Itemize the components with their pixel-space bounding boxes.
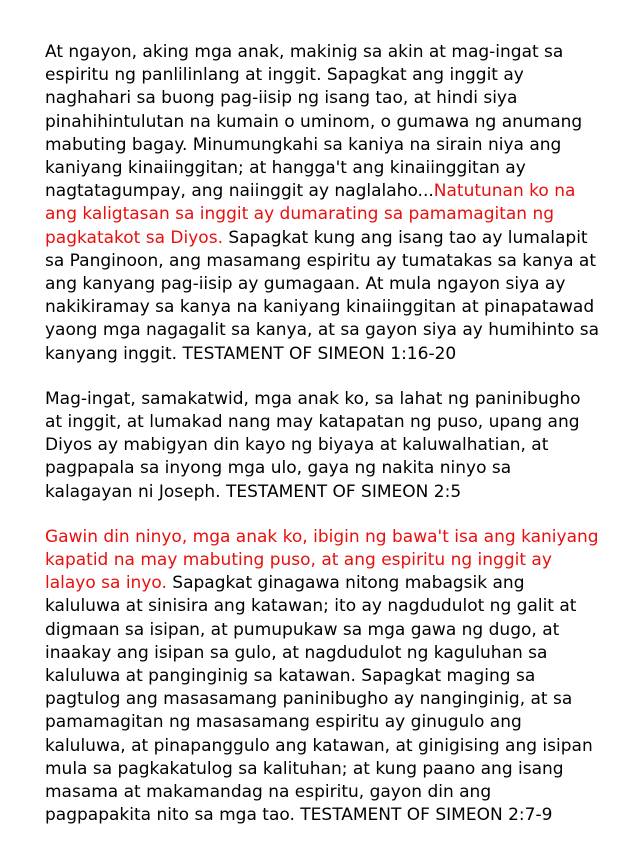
paragraph-1-text-b: Sapagkat kung ang isang tao ay lumalapit sa Panginoon, ang masamang espiritu ay tumatakas sa kanya at ang kanyang pag-iisip ay gumagaan. At mula ngayon siya ay nakikiramay sa kanya na kaniyang kinaiinggitan at pinapatawad yaong mga nagagalit sa kanya, at sa gayon siya ay humihinto sa kanyang inggit. TESTAMENT OF SIMEON 1:16-20 (45, 227, 600, 364)
paragraph-3-highlight: Gawin din ninyo, mga anak ko, ibigin ng bawa't isa ang kaniyang kapatid na may mabuting puso, at ang espiritu ng inggit ay lalayo sa inyo. (45, 526, 599, 594)
paragraph-2-text: Mag-ingat, samakatwid, mga anak ko, sa lahat ng paninibugho at inggit, at lumakad nang may katapatan ng puso, upang ang Diyos ay mabigyan din kayo ng biyaya at kaluwalhatian, at pagpapala sa inyong mga ulo, gaya ng nakita ninyo sa kalagayan ni Joseph. TESTAMENT OF SIMEON 2:5 (45, 388, 581, 502)
paragraph-1 (45, 41, 600, 366)
paragraph-3 (45, 526, 600, 828)
document-page (45, 41, 600, 850)
paragraph-2 (45, 388, 600, 504)
paragraph-3-text: Sapagkat ginagawa nitong mabagsik ang kaluluwa at sinisira ang katawan; ito ay nagdudulot ng galit at digmaan sa isipan, at pumupukaw sa mga gawa ng dugo, at inaakay ang isipan sa gulo, at nagdudulot ng kaguluhan sa kaluluwa at panginginig sa katawan. Sapagkat maging sa pagtulog ang masasamang paninibugho ay nanginginig, at sa pamamagitan ng masasamang espiritu ay ginugulo ang kaluluwa, at pinapanggulo ang katawan, at ginigising ang isipan mula sa pagkakatulog sa kalituhan; at kung paano ang isang masama at makamandag na espiritu, gayon din ang pagpapakita nito sa mga tao. TESTAMENT OF SIMEON 2:7-9 (45, 573, 593, 826)
paragraph-1-text-a: At ngayon, aking mga anak, makinig sa akin at mag-ingat sa espiritu ng panlilinlang at inggit. Sapagkat ang inggit ay naghahari sa buong pag-iisip ng isang tao, at hindi siya pinahihintulutan na kumain o uminom, o gumawa ng anumang mabuting bagay. Minumungkahi sa kaniya na sirain niya ang kaniyang kinaiinggitan; at hangga't ang kinaiinggitan ay nagtatagumpay, ang naiinggit ay naglalaho... (45, 42, 583, 202)
paragraph-1-highlight: Natutunan ko na ang kaligtasan sa inggit ay dumarating sa pamamagitan ng pagkatakot sa Diyos. (45, 181, 576, 248)
